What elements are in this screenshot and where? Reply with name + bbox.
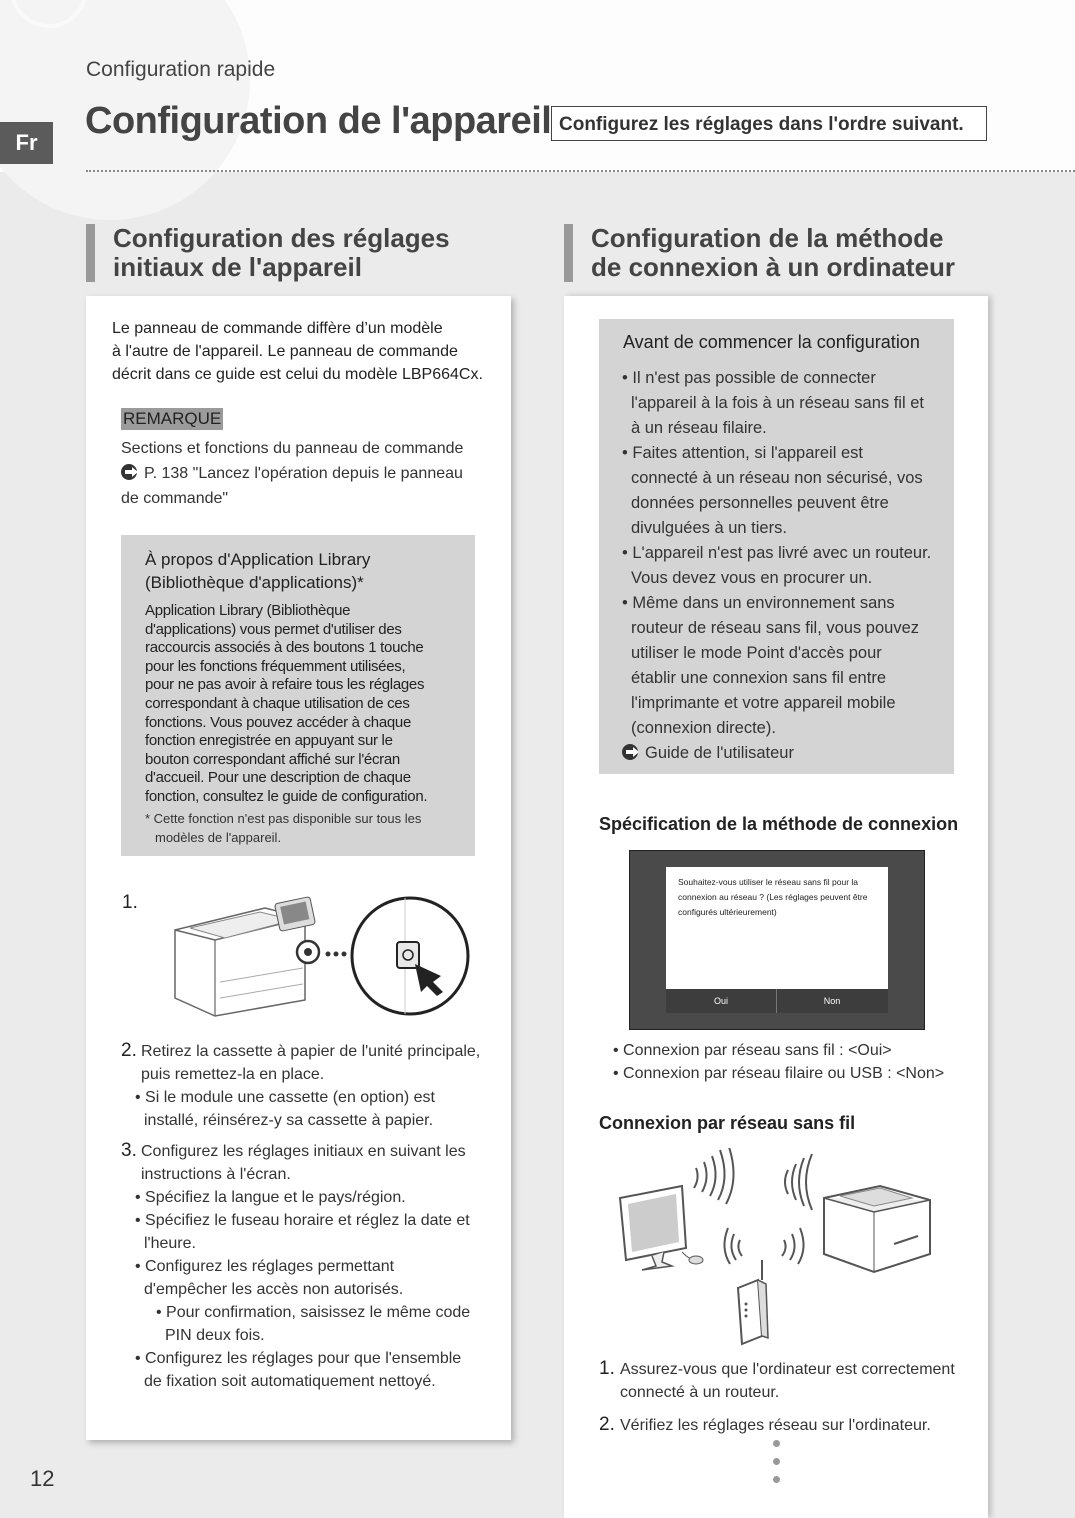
printer-power-illustration	[165, 890, 475, 1020]
wireless-title: Connexion par réseau sans fil	[599, 1113, 856, 1133]
dialog-yes-button[interactable]: Oui	[666, 989, 777, 1013]
wireless-step-2-text: Vérifiez les réglages réseau sur l'ordinateur.	[620, 1417, 931, 1434]
wireless-step-2: 2.	[599, 1414, 615, 1435]
dialog-no-button[interactable]: Non	[823, 996, 841, 1006]
language-tab: Fr	[0, 122, 53, 164]
right-section-heading: Configuration de la méthode de connexion à un ordinateur	[564, 224, 955, 282]
wireless-dialog	[666, 867, 888, 1013]
page-title: Configuration de l'appareil	[85, 100, 552, 142]
order-note: Configurez les réglages dans l'ordre suivant.	[551, 106, 987, 141]
header-divider	[86, 170, 1075, 172]
wireless-step-1-text: Assurez-vous que l'ordinateur est correctement connecté à un routeur.	[620, 1361, 955, 1401]
device-screen	[629, 850, 925, 1030]
wireless-network-illustration	[612, 1148, 942, 1348]
before-title: Avant de commencer la configuration	[623, 332, 920, 352]
step-3-text: Configurez les réglages initiaux en suivant les instructions à l'écran. • Spécifiez la langue et le pays/région. • Spécifiez le fuseau horaire et réglez la date et l'heure. • Configurez les réglages permettant d'empêcher les accès non autorisés. • Pour confirmation, saisissez le même code PIN deux fois. • Configurez les réglages pour que l'ensemble de fixation soit automatiquement nettoyé.	[135, 1143, 471, 1390]
continuation-dots	[773, 1440, 780, 1483]
applib-body: Application Library (Bibliothèque d'applications) vous permet d'utiliser des raccourcis associés à des boutons 1 touche pour les fonctions fréquemment utilisées, pour ne pas avoir à refaire tous les réglages correspondant à chaque utilisation de ces fonctions. Vous pouvez accéder à chaque fonction enregistrée en appuyant sur le bouton correspondant affiché sur l'écran d'accueil. Pour une description de chaque fonction, consultez le guide de configuration.	[145, 602, 428, 805]
arrow-right-icon	[622, 744, 642, 760]
left-section-heading: Configuration des réglages initiaux de l'appareil	[86, 224, 450, 282]
applib-footnote: * Cette fonction n'est pas disponible sur tous les modèles de l'appareil.	[145, 811, 422, 845]
applib-title: À propos d'Application Library (Bibliothèque d'applications)*	[145, 550, 371, 592]
user-guide-link[interactable]: Guide de l'utilisateur	[622, 741, 931, 766]
intro-text: Le panneau de commande diffère d’un modèle à l'autre de l'appareil. Le panneau de commande décrit dans ce guide est celui du modèle LBP664Cx.	[112, 320, 483, 383]
page-number: 12	[30, 1466, 55, 1491]
step-3: 3.	[121, 1140, 137, 1161]
dialog-message: Souhaitez-vous utiliser le réseau sans fil pour la connexion au réseau ? (Les réglages peuvent être configurés ultérieurement)	[678, 877, 868, 917]
wireless-step-1: 1.	[599, 1358, 615, 1379]
breadcrumb: Configuration rapide	[86, 58, 276, 81]
spec-title: Spécification de la méthode de connexion	[599, 814, 959, 834]
step-2-text: Retirez la cassette à papier de l'unité principale, puis remettez-la en place. • Si le module une cassette (en option) est installé, réinsérez-y sa cassette à papier.	[135, 1043, 481, 1129]
connection-options: • Connexion par réseau sans fil : <Oui> • Connexion par réseau filaire ou USB : <Non>	[613, 1042, 945, 1082]
remarque-label: REMARQUE	[123, 409, 222, 428]
step-1-number: 1.	[122, 892, 138, 913]
before-list: • Il n'est pas possible de connecter l'appareil à la fois à un réseau sans fil et à un réseau filaire. • Faites attention, si l'appareil est connecté à un réseau non sécurisé, vos données personnelles peuvent être divulguées à un tiers. • L'appareil n'est pas livré avec un routeur. Vous devez vous en procurer un. • Même dans un environnement sans routeur de réseau sans fil, vous pouvez utiliser le mode Point d'accès pour établir une connexion sans fil entre l'imprimante et votre appareil mobile (connexion directe). Guide de l'utilisateur	[622, 366, 931, 766]
remarque-text: Sections et fonctions du panneau de commande P. 138 "Lancez l'opération depuis le panneau de commande"	[121, 436, 481, 511]
step-2: 2.	[121, 1040, 137, 1061]
page-ref-link[interactable]: P. 138 "Lancez l'opération depuis le panneau	[121, 461, 481, 486]
arrow-right-icon	[121, 464, 141, 480]
